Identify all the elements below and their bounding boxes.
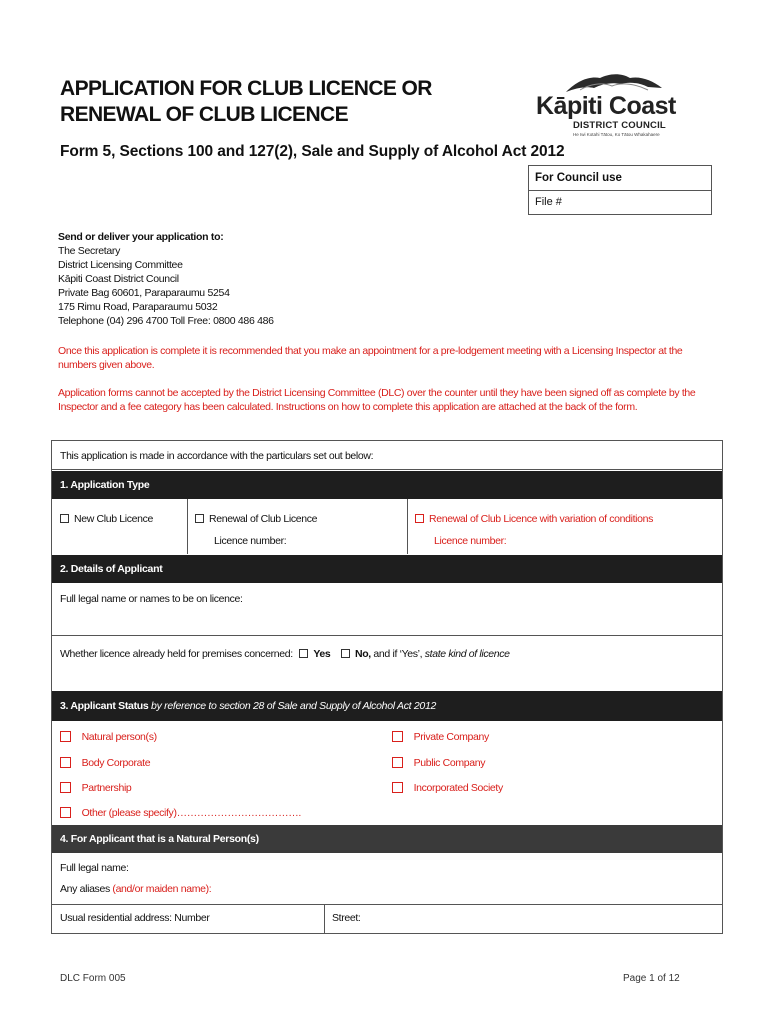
council-logo	[528, 70, 693, 142]
status-other[interactable]: Other (please specify)……………………………….	[60, 807, 301, 819]
checkbox-icon[interactable]	[60, 782, 71, 793]
option-new-club-licence[interactable]: New Club Licence	[60, 513, 153, 525]
no-checkbox-icon[interactable]	[341, 649, 350, 658]
address-line: Kāpiti Coast District Council	[58, 273, 179, 285]
checkbox-icon[interactable]	[60, 807, 71, 818]
title-line-1: APPLICATION FOR CLUB LICENCE OR	[60, 77, 432, 100]
address-line: The Secretary	[58, 245, 121, 257]
natural-full-name-label: Full legal name:	[60, 862, 129, 874]
renewal-licence-number-label: Licence number:	[214, 535, 287, 547]
application-form	[51, 440, 723, 934]
file-number-field[interactable]: File #	[535, 196, 562, 208]
variation-licence-number-label: Licence number:	[434, 535, 507, 547]
form-intro: This application is made in accordance with the particulars set out below:	[52, 441, 722, 470]
checkbox-icon[interactable]	[392, 782, 403, 793]
address-line: Telephone (04) 296 4700 Toll Free: 0800 486 486	[58, 315, 274, 327]
council-use-box	[528, 165, 712, 215]
title-line-2: RENEWAL OF CLUB LICENCE	[60, 103, 348, 126]
logo-tagline: He Iwi Kotahi Tātou, Ko Tātou Whakahaere	[573, 132, 660, 137]
checkbox-icon[interactable]	[60, 514, 69, 523]
council-use-heading: For Council use	[529, 166, 711, 191]
status-private-company[interactable]: Private Company	[392, 731, 489, 743]
status-partnership[interactable]: Partnership	[60, 782, 131, 794]
status-public-company[interactable]: Public Company	[392, 757, 485, 769]
section-2-heading: 2. Details of Applicant	[52, 555, 722, 583]
logo-name: Kāpiti Coast	[536, 92, 676, 120]
address-line: Private Bag 60601, Paraparaumu 5254	[58, 287, 230, 299]
checkbox-icon[interactable]	[392, 757, 403, 768]
street-label: Street:	[332, 912, 361, 924]
logo-subtitle: DISTRICT COUNCIL	[573, 120, 666, 131]
page-title	[60, 76, 510, 128]
counter-note: Application forms cannot be accepted by the District Licensing Committee (DLC) over the counter until they have been signed off as complete by the Inspector and a fee category has been calculated. Instructions on how to complete this application are attached at the back of the form.	[58, 387, 696, 413]
address-line: 175 Rimu Road, Paraparaumu 5032	[58, 301, 218, 313]
section-4-heading: 4. For Applicant that is a Natural Person(s)	[52, 825, 722, 853]
form-code: DLC Form 005	[60, 973, 126, 984]
checkbox-icon[interactable]	[60, 731, 71, 742]
checkbox-icon[interactable]	[415, 514, 424, 523]
licence-held-question: Whether licence already held for premises concerned: Yes No, and if ‘Yes’, state kind of licence	[60, 648, 510, 660]
send-address-block	[58, 230, 274, 328]
address-line: District Licensing Committee	[58, 259, 183, 271]
option-renewal-with-variation[interactable]: Renewal of Club Licence with variation of conditions	[415, 513, 653, 525]
status-body-corporate[interactable]: Body Corporate	[60, 757, 150, 769]
checkbox-icon[interactable]	[392, 731, 403, 742]
prelodgement-note: Once this application is complete it is recommended that you make an appointment for a pre-lodgement meeting with a Licensing Inspector at the numbers given above.	[58, 345, 683, 371]
residential-address-number-label: Usual residential address: Number	[60, 912, 210, 924]
section-1-heading: 1. Application Type	[52, 471, 722, 499]
aliases-label: Any aliases (and/or maiden name):	[60, 883, 212, 895]
status-natural-person[interactable]: Natural person(s)	[60, 731, 157, 743]
form-subtitle: Form 5, Sections 100 and 127(2), Sale and Supply of Alcohol Act 2012	[60, 143, 565, 160]
section-3-heading: 3. Applicant Status by reference to section 28 of Sale and Supply of Alcohol Act 2012	[52, 691, 722, 721]
full-legal-name-label: Full legal name or names to be on licence:	[60, 593, 243, 605]
send-heading: Send or deliver your application to:	[58, 231, 224, 243]
option-renewal-club-licence[interactable]: Renewal of Club Licence	[195, 513, 317, 525]
yes-checkbox-icon[interactable]	[299, 649, 308, 658]
page-number: Page 1 of 12	[623, 973, 680, 984]
checkbox-icon[interactable]	[195, 514, 204, 523]
status-incorporated-society[interactable]: Incorporated Society	[392, 782, 503, 794]
checkbox-icon[interactable]	[60, 757, 71, 768]
